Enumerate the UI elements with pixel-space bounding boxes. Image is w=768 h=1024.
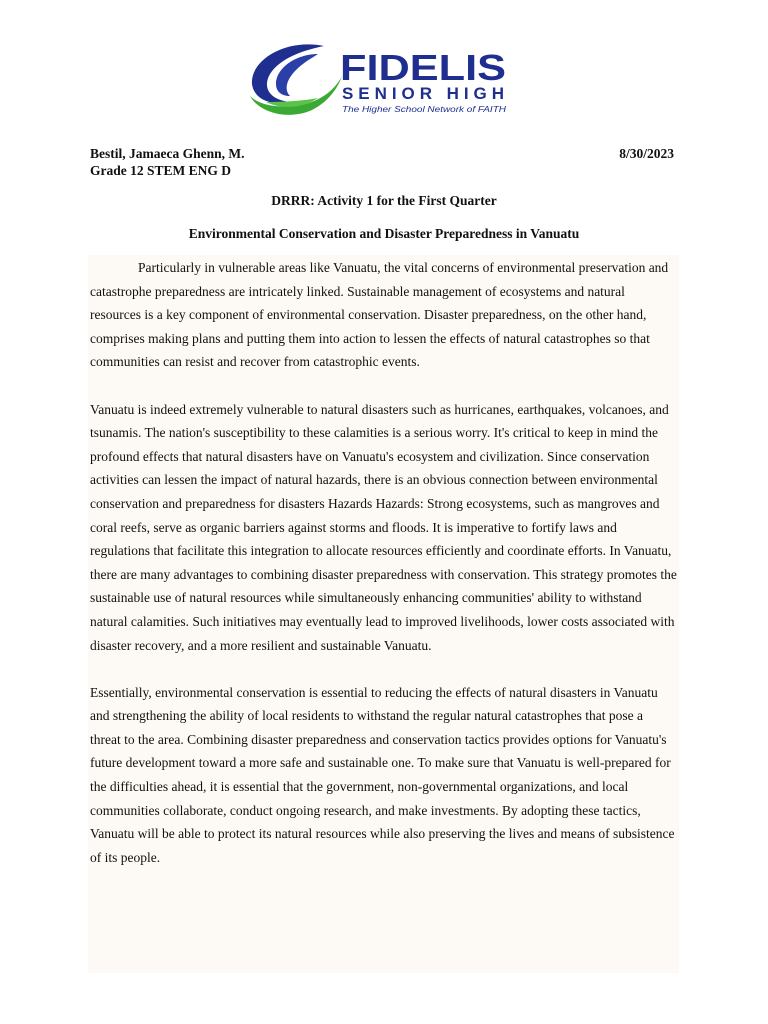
activity-title: DRRR: Activity 1 for the First Quarter — [271, 193, 497, 208]
essay-paragraph: Vanuatu is indeed extremely vulnerable to natural disasters such as hurricanes, earthquakes, volcanoes, and tsunamis. The nation's susceptibility to these calamities is a serious worry. It's critical to keep in mind the profound effects that natural disasters have on Vanuatu's ecosystem and civilization. Since conservation activities can lessen the impact of natural hazards, there is an obvious connection between environmental conservation and preparedness for disasters Hazards Hazards: Strong ecosystems, such as mangroves and coral reefs, serve as organic barriers against storms and floods. It is imperative to fortify laws and regulations that facilitate this integration to allocate resources efficiently and coordinate efforts. In Vanuatu, there are many advantages to combining disaster preparedness with conservation. This strategy promotes the sustainable use of natural resources while simultaneously enhancing communities' ability to withstand natural calamities. Such initiatives may eventually lead to improved livelihoods, lower costs associated with disaster recovery, and a more resilient and sustainable Vanuatu. — [90, 401, 677, 653]
header-row-grade — [90, 162, 674, 179]
essay-title: Environmental Conservation and Disaster Preparedness in Vanuatu — [188, 226, 580, 241]
essay-body — [88, 255, 679, 973]
submission-date: 8/30/2023 — [619, 146, 674, 161]
grade-section: Grade 12 STEM ENG D — [90, 163, 232, 178]
logo-subtitle: SENIOR HIGH — [342, 84, 504, 103]
essay-paragraph: Essentially, environmental conservation is essential to reducing the effects of natural disasters in Vanuatu and strengthening the ability of local residents to withstand the regular natural catastrophes that pose a threat to the area. Combining disaster preparedness and conservation tactics provides options for Vanuatu's future development toward a more safe and sustainable one. To make sure that Vanuatu is well-prepared for the difficulties ahead, it is essential that the government, non-governmental organizations, and local communities collaborate, conduct ongoing research, and make investments. By adopting these tactics, Vanuatu will be able to protect its natural resources while also preserving the lives and means of subsistence of its people. — [90, 684, 675, 865]
header-row-name-date — [90, 145, 674, 162]
logo-tagline: The Higher School Network of FAITH — [342, 104, 508, 114]
essay-paragraph: Particularly in vulnerable areas like Vanuatu, the vital concerns of environmental preservation and catastrophe preparedness are intricately linked. Sustainable management of ecosystems and natural resources is a key component of environmental conservation. Disaster preparedness, on the other hand, comprises making plans and putting them into action to lessen the effects of natural catastrophes so that communities can resist and recover from catastrophic events. — [90, 260, 669, 370]
student-name: Bestil, Jamaeca Ghenn, M. — [90, 146, 245, 161]
logo-name: FIDELIS — [340, 47, 506, 88]
school-logo — [246, 40, 516, 124]
